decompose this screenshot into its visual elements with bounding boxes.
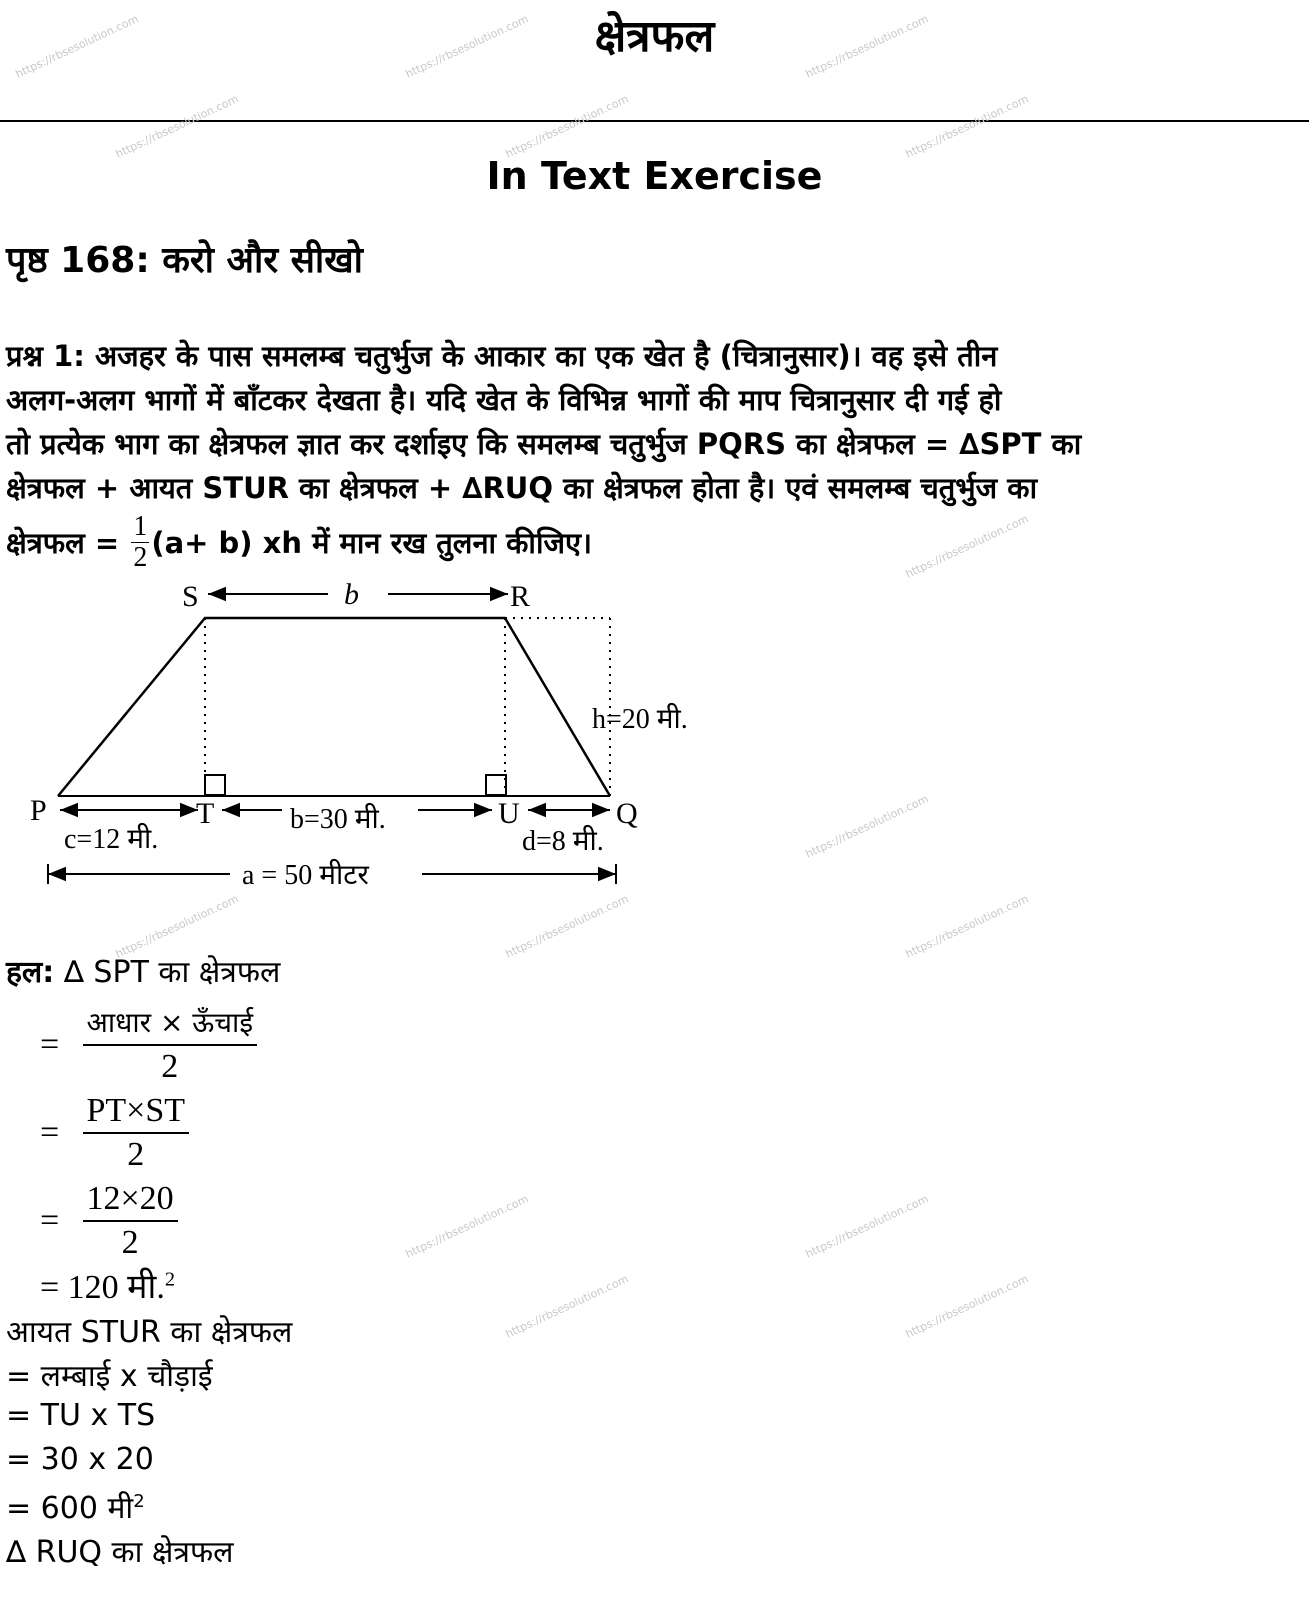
watermark: https://rbsesolution.com [903,892,1031,961]
label-c: c=12 मी. [64,824,159,855]
calc-step-1 [40,1002,257,1088]
watermark: https://rbsesolution.com [803,1192,931,1261]
watermark: https://rbsesolution.com [903,92,1031,161]
fraction [83,1178,178,1264]
section-title: In Text Exercise [486,154,823,198]
watermark: https://rbsesolution.com [803,12,931,81]
fraction [83,1002,258,1088]
superscript: 2 [164,1268,176,1291]
rect-step: = TU x TS [6,1398,156,1433]
label-d: d=8 मी. [522,826,604,857]
result-text: = 120 मी. [40,1269,165,1306]
watermark: https://rbsesolution.com [113,92,241,161]
solution-heading [6,950,280,991]
label-U: U [498,797,520,830]
question-line: तो प्रत्येक भाग का क्षेत्रफल ज्ञात कर दर्शाइए कि समलम्ब चतुर्भुज PQRS का क्षेत्रफल = ∆SPT का [6,427,1082,461]
equals-sign: = [40,1202,60,1239]
question-text [6,334,1302,510]
calc-step-3 [40,1178,178,1264]
fraction-numerator: आधार × ऊँचाई [83,1002,258,1046]
rect-step: = लम्बाई x चौड़ाई [6,1359,213,1394]
watermark: https://rbsesolution.com [403,12,531,81]
page-title: क्षेत्रफल [594,11,715,62]
superscript: 2 [133,1491,145,1512]
fraction-denominator: 2 [161,1048,179,1085]
label-T: T [196,797,215,830]
question-line: प्रश्न 1: अजहर के पास समलम्ब चतुर्भुज के आकार का एक खेत है (चित्रानुसार)। वह इसे तीन [6,339,998,373]
label-R: R [510,580,531,613]
label-b: b [344,578,359,611]
label-a: a = 50 मीटर [242,860,369,891]
watermark: https://rbsesolution.com [903,512,1031,581]
ruq-area-title: ∆ RUQ का क्षेत्रफल [6,1535,234,1570]
solution-subject: ∆ SPT का क्षेत्रफल [63,955,281,990]
page-heading: पृष्ठ 168: करो और सीखो [6,240,364,281]
rect-result: = 600 मी [6,1491,134,1526]
right-angle-mark [205,775,225,795]
watermark: https://rbsesolution.com [403,1192,531,1261]
calc-result-1 [40,1262,175,1308]
fraction [83,1090,190,1176]
question-line: अलग-अलग भागों में बाँटकर देखता है। यदि खेत के विभिन्न भागों की माप चित्रानुसार दी गई हो [6,383,1002,417]
fraction-denominator: 2 [127,1136,145,1173]
label-S: S [182,580,199,613]
watermark: https://rbsesolution.com [503,92,631,161]
rect-step: = 30 x 20 [6,1442,154,1477]
calc-step-2 [40,1090,189,1176]
label-Q: Q [616,797,638,830]
label-b30: b=30 मी. [290,804,386,835]
label-h: h=20 मी. [592,704,688,735]
formula-prefix: क्षेत्रफल = [6,526,120,560]
trapezium-figure [20,578,720,898]
rect-area-title: आयत STUR का क्षेत्रफल [6,1315,293,1350]
equals-sign: = [40,1114,60,1151]
watermark: https://rbsesolution.com [503,1272,631,1341]
watermark: https://rbsesolution.com [113,892,241,961]
fraction-denominator: 2 [133,542,148,573]
fraction-numerator: 12×20 [83,1178,178,1222]
watermark: https://rbsesolution.com [803,792,931,861]
fraction-denominator: 2 [121,1224,139,1261]
formula-suffix: (a+ b) xh में मान रख तुलना कीजिए। [151,526,592,560]
half-fraction [131,512,149,573]
solution-label: हल: [6,955,55,990]
fraction-numerator: 1 [133,511,148,542]
watermark: https://rbsesolution.com [903,1272,1031,1341]
watermark: https://rbsesolution.com [503,892,631,961]
label-P: P [30,794,47,827]
rect-step [6,1486,145,1527]
question-line: क्षेत्रफल + आयत STUR का क्षेत्रफल + ∆RUQ का क्षेत्रफल होता है। एवं समलम्ब चतुर्भुज का [6,471,1038,505]
watermark: https://rbsesolution.com [13,12,141,81]
equals-sign: = [40,1026,60,1063]
right-angle-mark [486,775,506,795]
trapezium-outline [58,618,610,796]
fraction-numerator: PT×ST [83,1090,190,1134]
question-formula [6,512,592,582]
